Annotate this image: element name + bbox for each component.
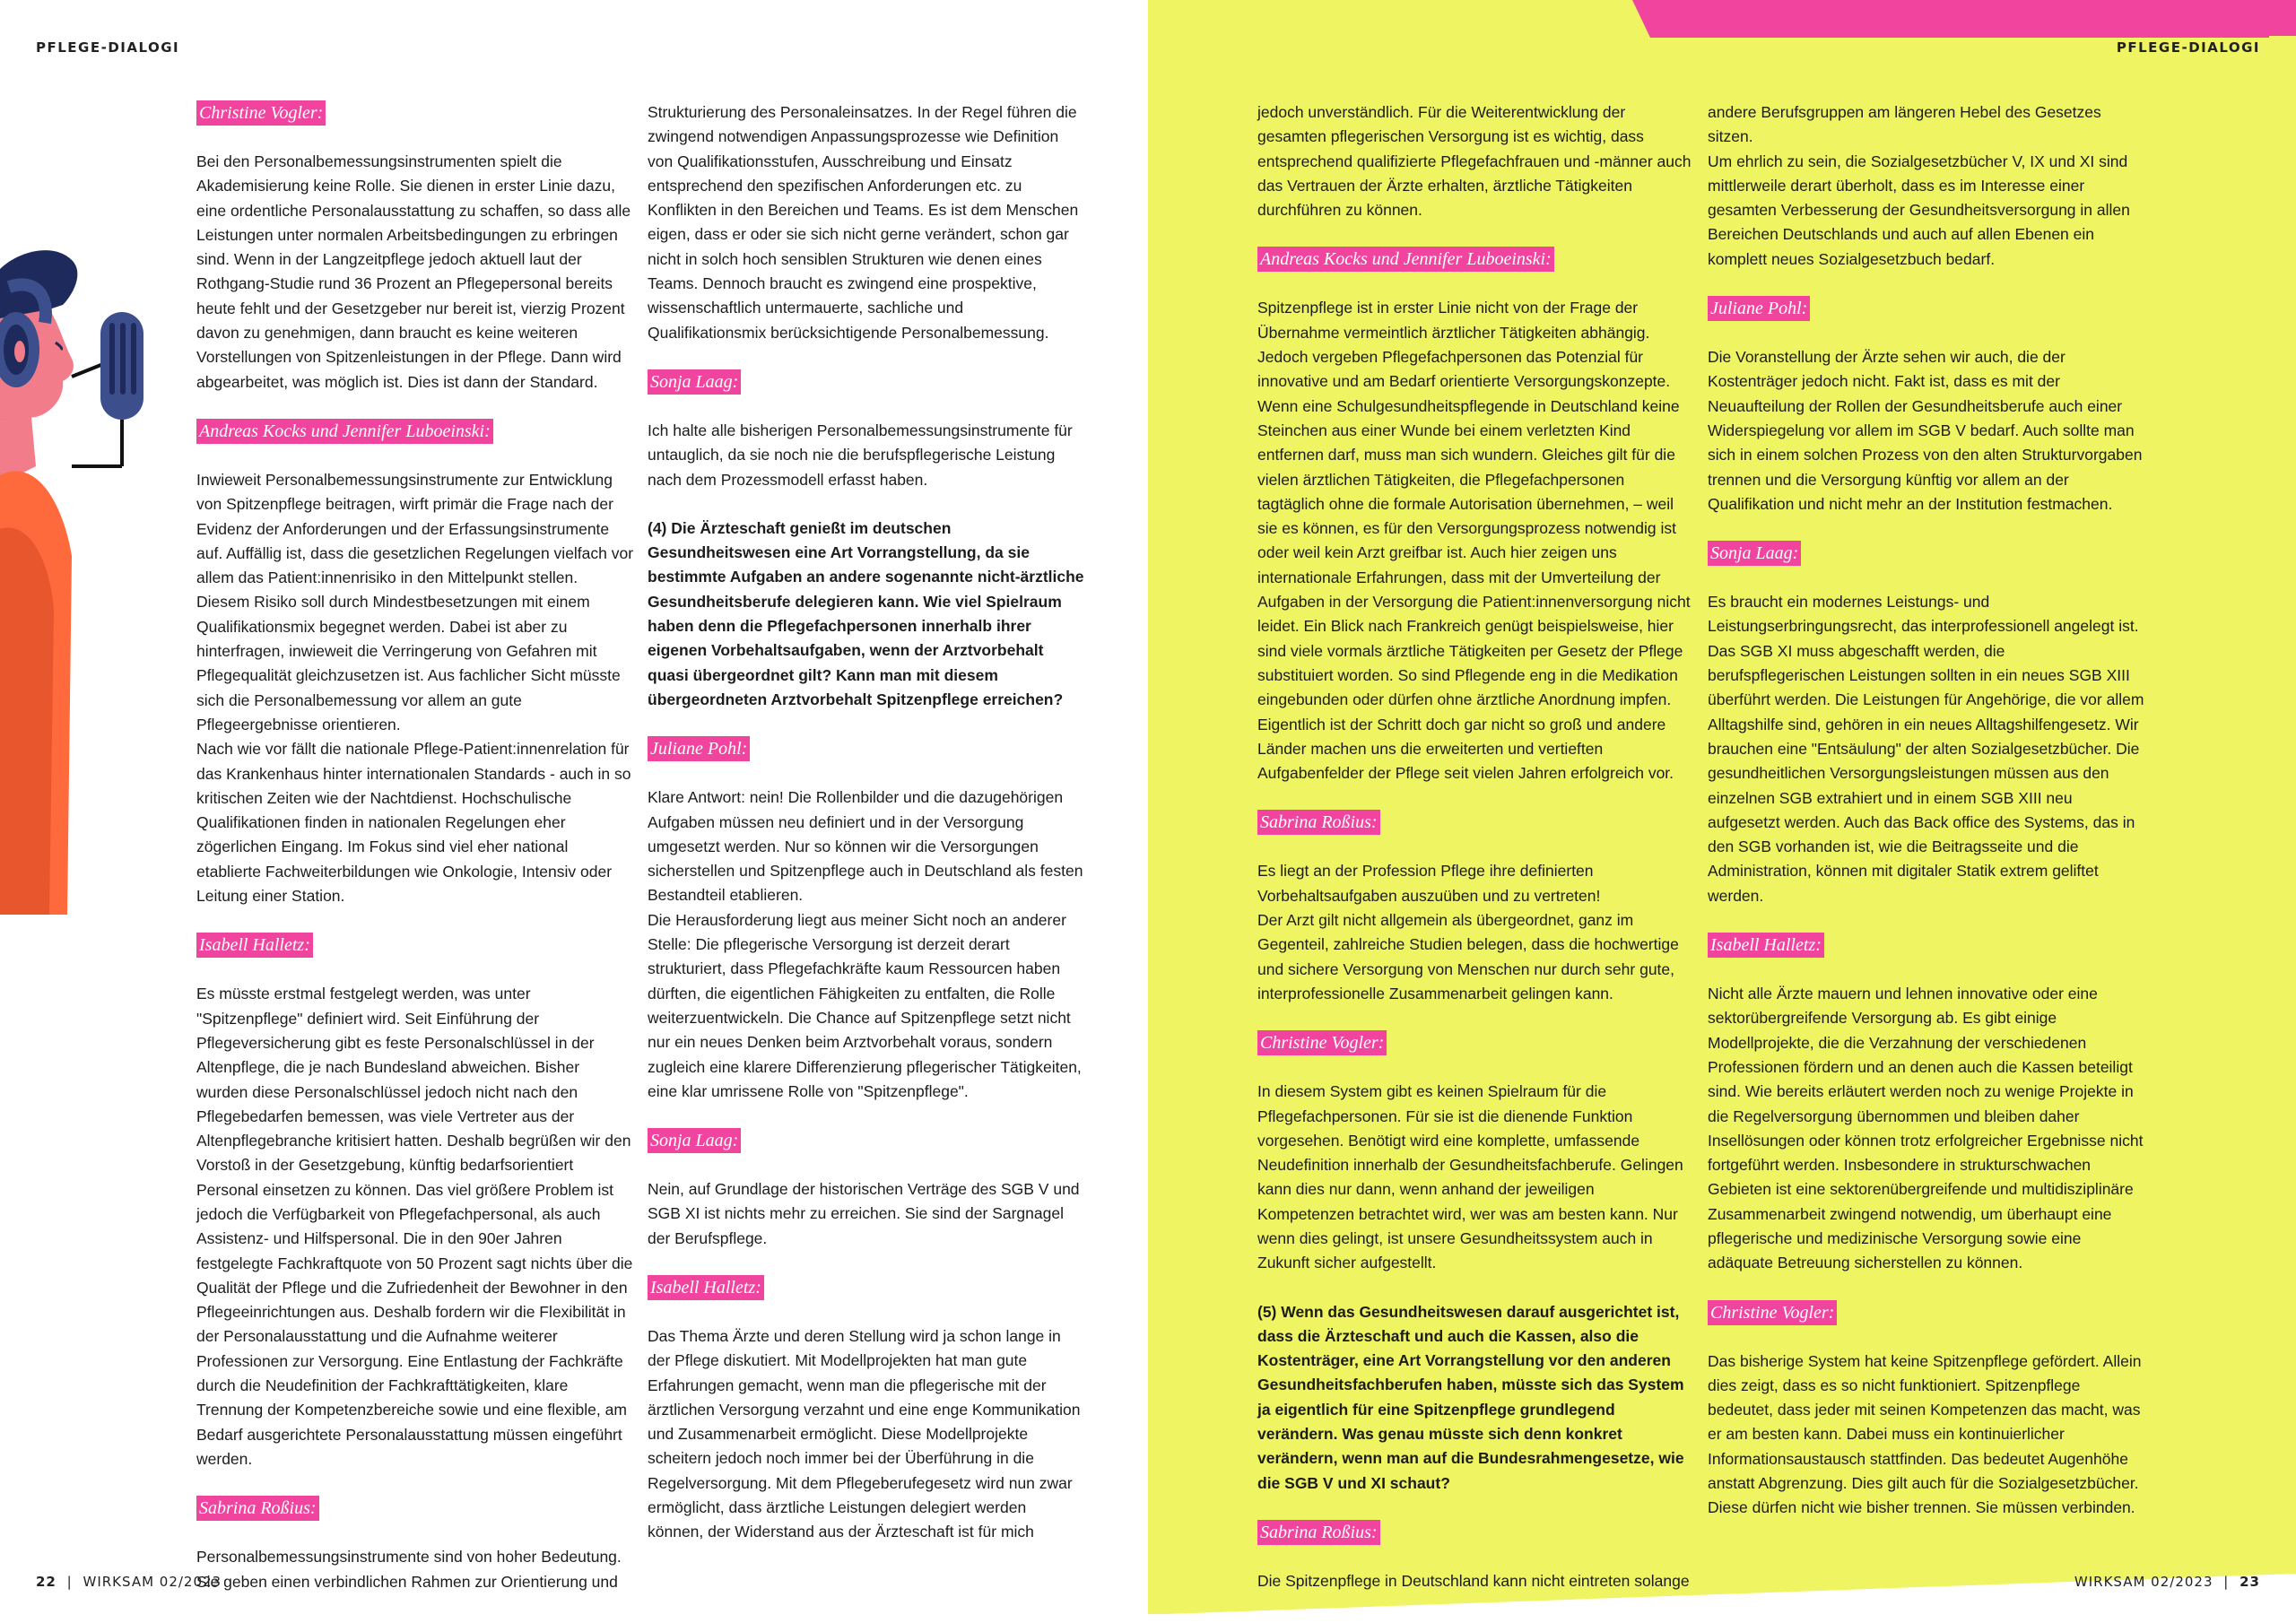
body-paragraph: Die Herausforderung liegt aus meiner Sicht noch an anderer Stelle: Die pflegerische Versorgung ist derzeit derart strukturiert, dass Pflegefachkräfte kaum Ressourcen haben dürften, die eigentlichen Fähigkeiten zu entfalten, die Rolle weiterzuentwickeln. Die Chance auf Spitzenpflege setzt nicht nur ein neues Denken beim Arztvorbehalt voraus, sondern zugleich eine klarere Differenzierung pflegerischer Tätigkeiten, eine klar umrissene Rolle von "Spitzenpflege". [648,910,1082,1100]
body-paragraph: Es braucht ein modernes Leistungs- und Leistungserbringungsrecht, das interprofessionell angelegt ist. Das SGB XI muss abgeschafft werden, die berufspflegerischen Leistungen sollten in ein neues SGB XIII überführt werden. Die Leistungen für Angehörige, die vor allem Alltagshilfe sind, gehören in ein neues Alltagshilfengesetz. Wir brauchen eine "Entsäulung" der alten Sozialgesetzbücher. Die gesundheitlichen Versorgungsleistungen müssen aus den einzelnen SGB extrahiert und in einem SGB XIII neu aufgesetzt werden. Auch das Back office des Systems, das in den SGB vorhanden ist, wie die Beitragsseite und die Administration, können mit digitaler Statik extrem geliftet werden. [1708,593,2144,905]
body-paragraph: Klare Antwort: nein! Die Rollenbilder und die dazugehörigen Aufgaben müssen neu definiert und in der Versorgung umgesetzt werden. Nur so können wir die Versorgungen sicherstellen und Spitzenpflege auch in Deutschland als festen Bestandteil etablieren. [648,788,1083,905]
body-paragraph: Die Voranstellung der Ärzte sehen wir auch, die der Kostenträger jedoch nicht. Fakt ist, dass es mit der Neuaufteilung der Rollen der Gesundheitsberufe auch einer Widerspiegelung vor allem im SGB V bedarf. Auch sollte man sich in einem solchen Prozess von den alten Strukturvorgaben trennen und die Versorgung künftig vor allem an der Qualifikation und nicht mehr an der Institution festmachen. [1708,348,2143,513]
body-paragraph: Das bisherige System hat keine Spitzenpflege gefördert. Allein dies zeigt, dass es so nicht funktioniert. Spitzenpflege bedeutet, dass jeder mit seinen Kompetenzen das macht, was er am besten kann. Dabei muss ein kontinuierlicher Informationsaustausch stattfinden. Das bedeutet Augenhöhe anstatt Abgrenzung. Dies gilt auch für die Sozialgesetzbücher. Diese dürfen nicht wie bisher trennen. Sie müssen verbinden. [1708,1351,2142,1517]
speaker-name: Sabrina Roßius: [1257,1520,1380,1545]
speaker-heading [1708,296,2145,345]
publication-left: WIRKSAM 02/2023 [83,1574,222,1590]
speaker-heading [648,1275,1085,1324]
speaker-name: Sonja Laag: [1708,541,1801,566]
speaker-heading [648,736,1085,785]
speaker-heading [648,369,1085,419]
body-paragraph: Nach wie vor fällt die nationale Pflege-Patient:innenrelation für das Krankenhaus hinter internationalen Standards - auch in so kritischen Zeiten wie der Nachtdienst. Hochschulische Qualifikationen finden in nationalen Regelungen eher zögerlichen Eingang. Im Fokus sind viel eher national etablierte Fachweiterbildungen wie Onkologie, Intensiv oder Leitung einer Station. [196,740,631,906]
body-paragraph: Der Arzt gilt nicht allgemein als übergeordnet, ganz im Gegenteil, zahlreiche Studien belegen, dass die hochwertige und sichere Versorgung von Menschen nur durch sehr gute, interprofessionelle Zusammenarbeit gelingen kann. [1257,911,1679,1002]
speaker-heading [1708,541,2145,590]
speaker-heading [1257,810,1695,859]
speaker-name: Christine Vogler: [1708,1300,1837,1325]
speaker-name: Sabrina Roßius: [1257,810,1380,835]
interview-question: (5) Wenn das Gesundheitswesen darauf ausgerichtet ist, dass die Ärzteschaft und auch die Kassen, also die Kostenträger, eine Art Vorrangstellung vor den anderen Gesundheitsfachberufen haben, müsste sich das System ja eigentlich für eine Spitzenpflege grundlegend verändern. Was genau müsste sich denn konkret verändern, wenn man auf die Bundesrahmengesetze, wie die SGB V und XI schaut? [1257,1302,1684,1492]
body-paragraph: jedoch unverständlich. Für die Weiterentwicklung der gesamten pflegerischen Versorgung ist es wichtig, dass entsprechend qualifizierte Pflegefachfrauen und -männer auch das Vertrauen der Ärzte erhalten, ärztliche Tätigkeiten durchführen zu können. [1257,103,1692,220]
podcaster-illustration [0,233,170,915]
body-paragraph: Personalbemessungsinstrumente sind von hoher Bedeutung. Sie geben einen verbindlichen Rahmen zur Orientierung und [196,1548,622,1591]
speaker-heading [1257,1030,1695,1080]
column-1 [196,100,634,1594]
interview-question: (4) Die Ärzteschaft genießt im deutschen Gesundheitswesen eine Art Vorrangstellung, da sie bestimmte Aufgaben an andere sogenannte nicht-ärztliche Gesundheitsberufe delegieren kann. Wie viel Spielraum haben denn die Pflegefachpersonen innerhalb ihrer eigenen Vorbehaltsaufgaben, wenn der Arztvorbehalt quasi übergeordnet gilt? Kann man mit diesem übergeordneten Arztvorbehalt Spitzenpflege erreichen? [648,518,1084,708]
folio-separator: | [66,1574,73,1590]
speaker-name: Andreas Kocks und Jennifer Luboeinski: [196,419,493,444]
speaker-name: Sonja Laag: [648,369,741,395]
folio-separator: | [2223,1574,2230,1590]
yellow-edge-strip [2269,36,2296,1309]
body-paragraph: Die Spitzenpflege in Deutschland kann nicht eintreten solange [1257,1571,1690,1590]
speaker-name: Isabell Halletz: [648,1275,764,1300]
body-paragraph: Ich halte alle bisherigen Personalbemessungsinstrumente für untauglich, da sie noch nie die berufspflegerische Leistung nach dem Prozessmodell erfasst haben. [648,421,1073,489]
speaker-heading [196,419,634,468]
body-paragraph: Es müsste erstmal festgelegt werden, was unter "Spitzenpflege" definiert wird. Seit Einführung der Pflegeversicherung gibt es feste Personalschlüssel in der Altenpflege, die je nach Bundesland abweichen. Bisher wurden diese Personalschlüssel jedoch nicht nach den Pflegebedarfen bemessen, was viele Vertreter aus der Altenpflegebranche kritisiert hatten. Deshalb begrüßen wir den Vorstoß in der Gesetzgebung, künftig bedarfsorientiert Personal einsetzen zu können. Das viel größere Problem ist jedoch die Verfügbarkeit von Pflegefachpersonal, als auch Assistenz- und Hilfspersonal. Die in den 90er Jahren festgelegte Fachkraftquote von 50 Prozent sagt nichts über die Qualität der Pflege und die Zufriedenheit der Bewohner in den Pflegeeinrichtungen aus. Deshalb fordern wir die Flexibilität in der Personalausstattung und die Aufnahme weiterer Professionen zur Versorgung. Eine Entlastung der Fachkräfte durch die Neudefinition der Fachkrafttätigkeiten, klare Trennung der Kompetenzbereiche sowie und eine flexible, am Bedarf ausgerichtete Personalausstattung müssen eingeführt werden. [196,985,633,1468]
body-paragraph: Strukturierung des Personaleinsatzes. In der Regel führen die zwingend notwendigen Anpassungsprozesse wie Definition von Qualifikationsstufen, Ausschreibung und Einsatz entsprechend den spezifischen Anforderungen etc. zu Konflikten in den Bereichen und Teams. Es ist dem Menschen eigen, dass er oder sie sich nicht gerne verändert, schon gar nicht in solch hoch sensiblen Strukturen wie denen eines Teams. Dennoch braucht es zwingend eine prospektive, wissenschaftlich untermauerte, sachliche und Qualifikationsmix berücksichtigende Personalbemessung. [648,103,1079,342]
folio-left [36,1574,222,1590]
speaker-heading [648,1128,1085,1177]
speaker-heading [1708,933,2145,982]
section-label-left: PFLEGE-DIALOGI [36,39,180,56]
speaker-name: Christine Vogler: [196,100,326,126]
column-4 [1708,100,2145,1521]
body-paragraph: Das Thema Ärzte und deren Stellung wird ja schon lange in der Pflege diskutiert. Mit Modellprojekten hat man gute Erfahrungen gemacht, wenn man die pflegerische mit der ärztlichen Versorgung verzahnt und eine enge Kommunikation und Zusammenarbeit ermöglicht. Diese Modellprojekte scheitern jedoch noch immer bei der Überführung in die Regelversorgung. Mit dem Pflegeberufegesetz wird nun zwar ermöglicht, dass ärztliche Leistungen delegiert werden können, der Widerstand aus der Ärzteschaft ist für mich [648,1326,1081,1541]
speaker-name: Christine Vogler: [1257,1030,1387,1055]
page-number-left: 22 [36,1574,57,1590]
page-number-right: 23 [2239,1574,2260,1590]
column-2 [648,100,1085,1545]
speaker-name: Isabell Halletz: [196,933,313,958]
folio-right [2074,1574,2260,1590]
speaker-heading [1708,1300,2145,1350]
body-paragraph: Nicht alle Ärzte mauern und lehnen innovative oder eine sektorübergreifende Versorgung ab. Es gibt einige Modellprojekte, die die Verzahnung der verschiedenen Professionen fördern und an denen auch die Kassen beteiligt sind. Wie bereits erläutert werden noch zu wenige Projekte in die Regelversorgung übernommen und bleiben daher Insellösungen oder können trotz erfolgreicher Ergebnisse nicht fortgeführt werden. Insbesondere in strukturschwachen Gebieten ist eine sektorenübergreifende und multidisziplinäre Zusammenarbeit zwingend notwendig, um überhaupt eine pflegerische und medizinische Versorgung sowie eine adäquate Betreuung sicherstellen zu können. [1708,985,2144,1272]
speaker-name: Isabell Halletz: [1708,933,1824,958]
body-paragraph: andere Berufsgruppen am längeren Hebel des Gesetzes sitzen. [1708,103,2101,146]
body-paragraph: Inwieweit Personalbemessungsinstrumente zur Entwicklung von Spitzenpflege beitragen, wirft primär die Frage nach der Evidenz der Anforderungen und der Erfassungsinstrumente auf. Auffällig ist, dass die gesetzlichen Regelungen vielfach vor allem das Patient:innenrisiko in den Mittelpunkt stellen. Diesem Risiko soll durch Mindestbesetzungen mit einem Qualifikationsmix begegnet werden. Dabei ist aber zu hinterfragen, inwieweit die Verringerung von Gefahren mit Pflegequalität gleichzusetzen ist. Aus fachlicher Sicht müsste sich die Personalbemessung vor allem an gute Pflegeergebnisse orientieren. [196,470,634,733]
body-paragraph: Um ehrlich zu sein, die Sozialgesetzbücher V, IX und XI sind mittlerweile derart überholt, dass es im Interesse einer gesamten Verbesserung der Gesundheitsversorgung in allen Bereichen Deutschlands und auch auf allen Ebenen ein komplett neues Sozialgesetzbuch bedarf. [1708,152,2130,268]
speaker-name: Andreas Kocks und Jennifer Luboeinski: [1257,247,1554,272]
speaker-heading [196,933,634,982]
body-paragraph: Spitzenpflege ist in erster Linie nicht von der Frage der Übernahme vermeintlich ärztlicher Tätigkeiten abhängig. Jedoch vergeben Pflegefachpersonen das Potenzial für innovative und am Bedarf orientierte Versorgungskonzepte. Wenn eine Schulgesundheitspflegende in Deutschland keine Steinchen aus einer Wunde bei einem verletzten Kind entfernen darf, muss man sich wundern. Gleiches gilt für die vielen ärztlichen Tätigkeiten, die Pflegefachpersonen tagtäglich ohne die formale Autorisation übernehmen, – weil sie es können, es für den Versorgungsprozess notwendig ist oder weil kein Arzt greifbar ist. Auch hier zeigen uns internationale Erfahrungen, dass mit der Umverteilung der Aufgaben in der Versorgung die Patient:innenversorgung nicht leidet. Ein Blick nach Frankreich genügt beispielsweise, hier sind viele vormals ärztliche Tätigkeiten per Gesetz der Pflege substituiert worden. So sind Pflegende eng in die Medikation eingebunden oder dürfen ohne ärztliche Anordnung impfen. Eigentlich ist der Schritt doch gar nicht so groß und andere Länder machen uns die erweiterten und vertieften Aufgabenfelder der Pflege seit vielen Jahren erfolgreich vor. [1257,299,1691,783]
body-paragraph: Nein, auf Grundlage der historischen Verträge des SGB V und SGB XI ist nichts mehr zu erreichen. Sie sind der Sargnagel der Berufspflege. [648,1180,1080,1247]
body-paragraph: Es liegt an der Profession Pflege ihre definierten Vorbehaltsaufgaben auszuüben und zu vertreten! [1257,862,1601,905]
speaker-name: Sabrina Roßius: [196,1496,319,1521]
speaker-heading [1257,247,1695,296]
speaker-name: Juliane Pohl: [648,736,750,761]
speaker-heading [196,100,634,150]
speaker-heading [196,1496,634,1545]
body-paragraph: Bei den Personalbemessungsinstrumenten spielt die Akademisierung keine Rolle. Sie dienen in erster Linie dazu, eine ordentliche Personalausstattung zu schaffen, so dass alle Leistungen unter normalen Arbeitsbedingungen zu erbringen sind. Wenn in der Langzeitpflege jedoch aktuell laut der Rothgang-Studie rund 36 Prozent an Pflegepersonal bereits heute fehlt und der Gesetzgeber nur bereit ist, vierzig Prozent davon zu genehmigen, dann braucht es keine weiteren Vorstellungen von Spitzenleistungen in der Pflege. Dann wird abgearbeitet, was möglich ist. Dies ist dann der Standard. [196,152,631,391]
column-3 [1257,100,1695,1593]
right-page [1148,0,2296,1623]
publication-right: WIRKSAM 02/2023 [2074,1574,2213,1590]
speaker-name: Juliane Pohl: [1708,296,1810,321]
speaker-name: Sonja Laag: [648,1128,741,1153]
body-paragraph: In diesem System gibt es keinen Spielraum für die Pflegefachpersonen. Für sie ist die dienende Funktion vorgesehen. Benötigt wird eine komplette, umfassende Neudefinition innerhalb der Gesundheitsfachberufe. Gelingen kann dies nur dann, wenn anhand der jeweiligen Kompetenzen betrachtet wird, wer was am besten kann. Nur wenn dies gelingt, ist unsere Gesundheitssystem auch in Zukunft sicher aufgestellt. [1257,1082,1683,1272]
speaker-heading [1257,1520,1695,1569]
section-label-right: PFLEGE-DIALOGI [2116,39,2260,56]
